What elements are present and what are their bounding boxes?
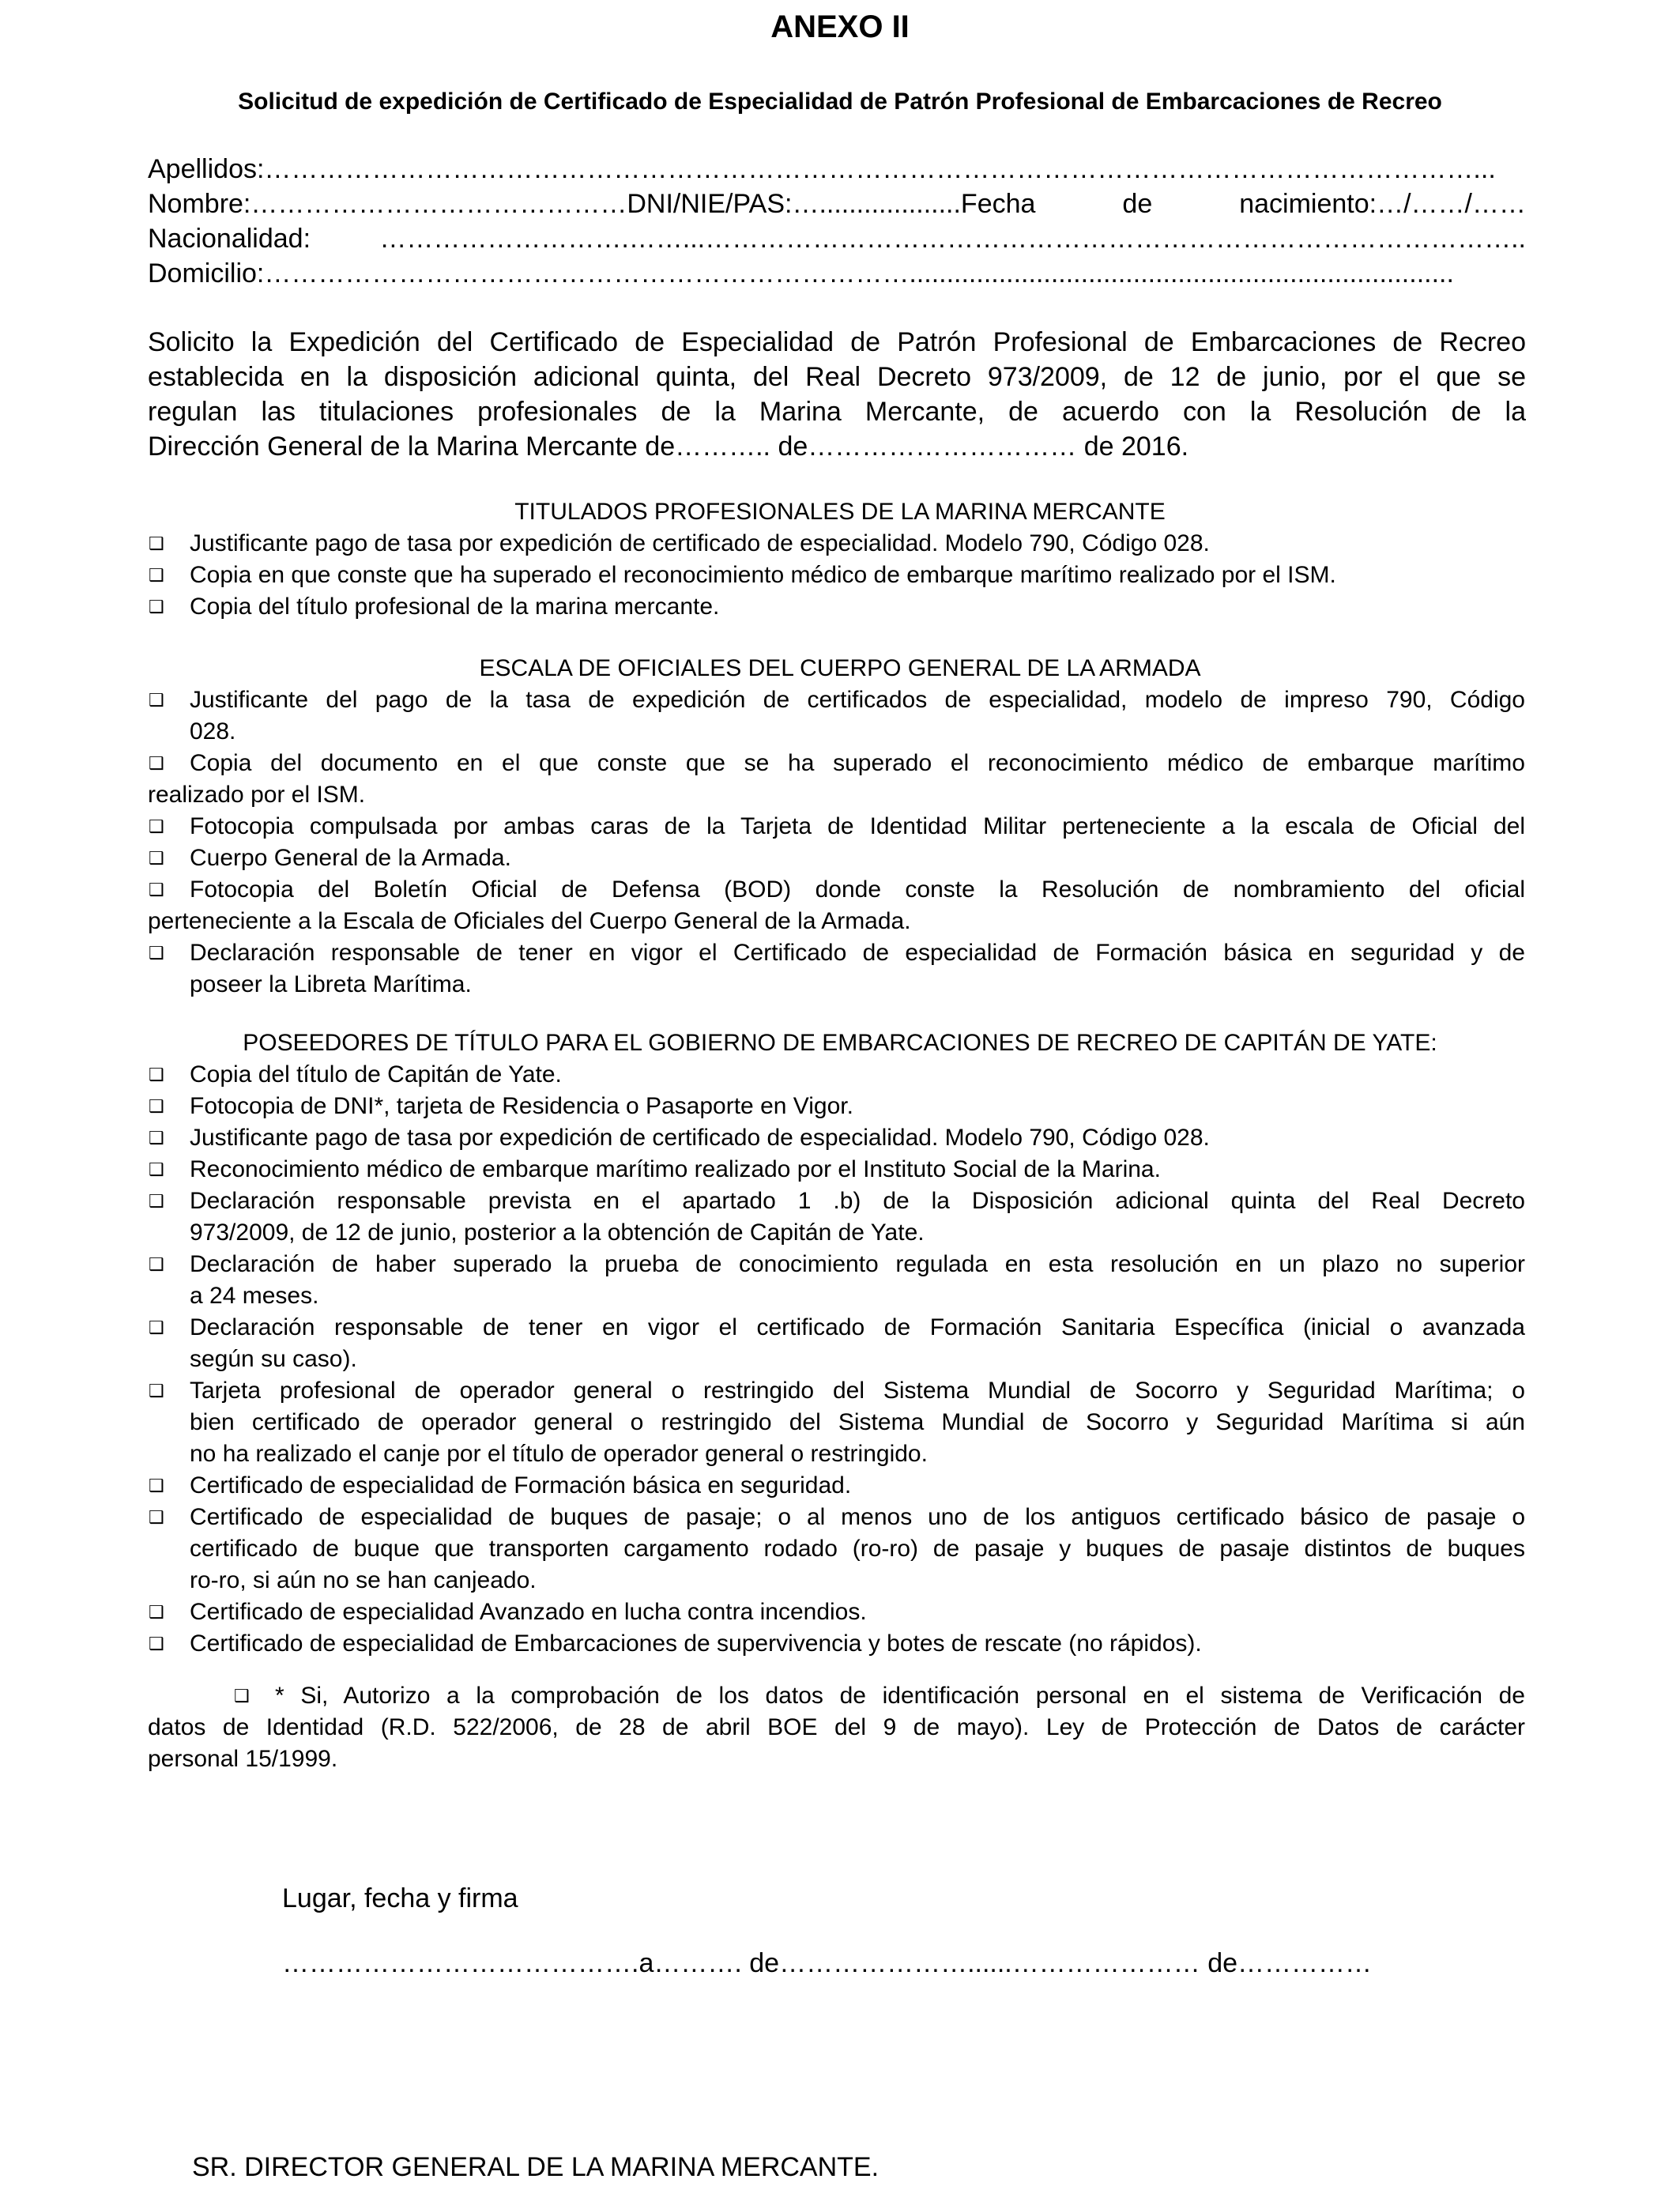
- checkbox[interactable]: ❑: [149, 880, 164, 899]
- checkbox[interactable]: ❑: [149, 1507, 164, 1527]
- list-item: según su caso).: [190, 1346, 357, 1372]
- signature-label: Lugar, fecha y firma: [282, 1883, 518, 1913]
- checkbox[interactable]: ❑: [149, 690, 164, 710]
- list-item: Justificante pago de tasa por expedición de certificado de especialidad. Modelo 790, Código 028.: [190, 530, 1210, 556]
- checkbox[interactable]: ❑: [149, 1476, 164, 1495]
- list-item: bien certificado de operador general o restringido del Sistema Mundial de Socorro y Seguridad Marítima si aún: [190, 1409, 1525, 1435]
- request-line: Solicito la Expedición del Certificado de Especialidad de Patrón Profesional de Embarcaciones de Recreo: [148, 327, 1526, 357]
- checkbox[interactable]: ❑: [149, 1159, 164, 1179]
- request-line: Dirección General de la Marina Mercante de……….. de………………………… de 2016.: [148, 432, 1189, 462]
- checkbox[interactable]: ❑: [149, 1096, 164, 1116]
- list-item: Copia del documento en el que conste que se ha superado el reconocimiento médico de embarque marítimo: [190, 750, 1525, 776]
- list-item: poseer la Libreta Marítima.: [190, 971, 472, 997]
- list-item: Fotocopia del Boletín Oficial de Defensa (BOD) donde conste la Resolución de nombramiento del oficial: [190, 876, 1525, 903]
- list-item: Tarjeta profesional de operador general o restringido del Sistema Mundial de Socorro y Seguridad Marítima; o: [190, 1378, 1525, 1404]
- list-item: no ha realizado el canje por el título de operador general o restringido.: [190, 1441, 928, 1467]
- list-item: Cuerpo General de la Armada.: [190, 845, 511, 871]
- list-item: Certificado de especialidad de Formación básica en seguridad.: [190, 1472, 852, 1498]
- list-item: realizado por el ISM.: [148, 782, 366, 808]
- apellidos-field[interactable]: Apellidos:………………………………………………………………………………………………………………………...: [148, 154, 1496, 184]
- request-line: establecida en la disposición adicional quinta, del Real Decreto 973/2009, de 12 de junio, por el que se: [148, 362, 1526, 392]
- list-item: Reconocimiento médico de embarque marítimo realizado por el Instituto Social de la Marina.: [190, 1156, 1161, 1182]
- checkbox[interactable]: ❑: [149, 533, 164, 553]
- annex-title: ANEXO II: [770, 9, 910, 44]
- list-item: Declaración responsable de tener en vigor el Certificado de especialidad de Formación básica en seguridad y de: [190, 940, 1525, 966]
- checkbox[interactable]: ❑: [149, 565, 164, 585]
- section-heading-capitan-yate: POSEEDORES DE TÍTULO PARA EL GOBIERNO DE EMBARCACIONES DE RECREO DE CAPITÁN DE YATE:: [243, 1030, 1437, 1056]
- list-item: Justificante pago de tasa por expedición de certificado de especialidad. Modelo 790, Código 028.: [190, 1125, 1210, 1151]
- checkbox[interactable]: ❑: [149, 848, 164, 868]
- list-item: Justificante del pago de la tasa de expedición de certificados de especialidad, modelo de impreso 790, Código: [190, 687, 1525, 713]
- checkbox[interactable]: ❑: [149, 597, 164, 616]
- list-item: Declaración de haber superado la prueba de conocimiento regulada en esta resolución en un plazo no superior: [190, 1251, 1525, 1277]
- checkbox[interactable]: ❑: [149, 1065, 164, 1084]
- list-item: 028.: [190, 718, 236, 745]
- list-item: a 24 meses.: [190, 1283, 319, 1309]
- authorization-line: * Si, Autorizo a la comprobación de los datos de identificación personal en el sistema de Verificación de: [275, 1683, 1525, 1709]
- list-item: ro-ro, si aún no se han canjeado.: [190, 1567, 537, 1593]
- list-item: Copia en que conste que ha superado el reconocimiento médico de embarque marítimo realizado por el ISM.: [190, 562, 1336, 588]
- domicilio-field[interactable]: Domicilio:……………………………………………………………….........................................................................: [148, 258, 1454, 288]
- checkbox[interactable]: ❑: [149, 753, 164, 773]
- form-subtitle: Solicitud de expedición de Certificado de Especialidad de Patrón Profesional de Embarcaciones de Recreo: [238, 89, 1442, 115]
- list-item: Certificado de especialidad Avanzado en lucha contra incendios.: [190, 1599, 867, 1625]
- checkbox[interactable]: ❑: [149, 1381, 164, 1400]
- checkbox[interactable]: ❑: [149, 1602, 164, 1622]
- list-item: Fotocopia de DNI*, tarjeta de Residencia o Pasaporte en Vigor.: [190, 1093, 853, 1119]
- checkbox[interactable]: ❑: [149, 943, 164, 963]
- list-item: 973/2009, de 12 de junio, posterior a la obtención de Capitán de Yate.: [190, 1220, 925, 1246]
- section-heading-armada: ESCALA DE OFICIALES DEL CUERPO GENERAL DE LA ARMADA: [479, 655, 1201, 681]
- section-heading-marina-mercante: TITULADOS PROFESIONALES DE LA MARINA MERCANTE: [514, 499, 1166, 525]
- nacionalidad-field[interactable]: Nacionalidad: ……………………….……...………………………………………………………………………………..: [148, 224, 1526, 254]
- list-item: perteneciente a la Escala de Oficiales del Cuerpo General de la Armada.: [148, 908, 911, 934]
- list-item: Copia del título profesional de la marina mercante.: [190, 594, 720, 620]
- checkbox[interactable]: ❑: [149, 1634, 164, 1653]
- place-date-field[interactable]: ………………………………….a………. de…………………......………………… de……………: [282, 1948, 1373, 1978]
- list-item: Declaración responsable prevista en el apartado 1 .b) de la Disposición adicional quinta del Real Decreto: [190, 1188, 1525, 1214]
- request-line: regulan las titulaciones profesionales de la Marina Mercante, de acuerdo con la Resolución de la: [148, 397, 1526, 427]
- list-item: Copia del título de Capitán de Yate.: [190, 1061, 562, 1088]
- nombre-dni-birthdate-field[interactable]: Nombre:……………………………………DNI/NIE/PAS:…...................Fecha de nacimiento:…/……/……: [148, 189, 1526, 219]
- checkbox[interactable]: ❑: [149, 816, 164, 836]
- addressee: SR. DIRECTOR GENERAL DE LA MARINA MERCANTE.: [192, 2152, 880, 2182]
- checkbox[interactable]: ❑: [149, 1128, 164, 1148]
- authorization-checkbox[interactable]: ❑: [234, 1686, 250, 1706]
- authorization-line: datos de Identidad (R.D. 522/2006, de 28 de abril BOE del 9 de mayo). Ley de Protección de Datos de carácter: [148, 1714, 1525, 1740]
- authorization-line: personal 15/1999.: [148, 1746, 338, 1772]
- checkbox[interactable]: ❑: [149, 1254, 164, 1274]
- list-item: Certificado de especialidad de buques de pasaje; o al menos uno de los antiguos certificado básico de pasaje o: [190, 1504, 1525, 1530]
- list-item: Fotocopia compulsada por ambas caras de la Tarjeta de Identidad Militar perteneciente a la escala de Oficial del: [190, 813, 1525, 839]
- checkbox[interactable]: ❑: [149, 1318, 164, 1337]
- list-item: Declaración responsable de tener en vigor el certificado de Formación Sanitaria Específica (inicial o avanzada: [190, 1314, 1525, 1340]
- list-item: Certificado de especialidad de Embarcaciones de supervivencia y botes de rescate (no rápidos).: [190, 1630, 1202, 1657]
- list-item: certificado de buque que transporten cargamento rodado (ro-ro) de pasaje y buques de pasaje distintos de buques: [190, 1536, 1525, 1562]
- checkbox[interactable]: ❑: [149, 1191, 164, 1211]
